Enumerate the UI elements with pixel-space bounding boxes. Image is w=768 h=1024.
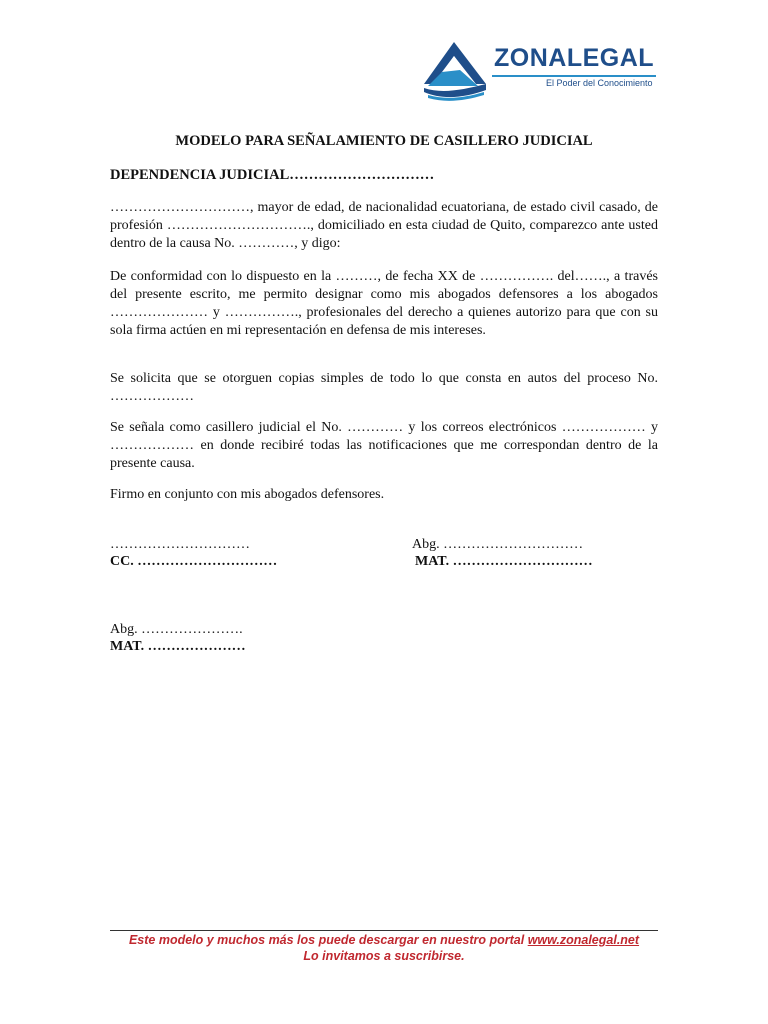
document-title: MODELO PARA SEÑALAMIENTO DE CASILLERO JUDICIAL <box>175 133 593 149</box>
brand-name: ZONALEGAL <box>494 44 655 72</box>
paragraph-copias: Se solicita que se otorguen copias simples de todo lo que consta en autos del proceso No. ……………… <box>110 371 658 404</box>
paragraph-comparecencia: …………………………, mayor de edad, de nacionalidad ecuatoriana, de estado civil casado, de profesión …………………………., domiciliado en esta ciudad de Quito, comparezco ante usted dentro de la causa No. …………, y digo: <box>110 200 658 251</box>
footer-divider <box>110 930 658 931</box>
lawyer1-name: Abg. ………………………… <box>412 537 584 552</box>
paragraph-designacion: De conformidad con lo dispuesto en la ………, de fecha XX de ……………. del……., a través del presente escrito, me permito designar como mis abogados defensores a los abogados ………………… y ……………., profesionales del derecho a quienes autorizo para que con su sola firma actúen en mi representación en defensa de mis intereses. <box>110 269 658 338</box>
lawyer2-name: Abg. …………………. <box>110 622 243 637</box>
client-signature-line: ………………………… <box>110 537 250 552</box>
brand-divider <box>492 75 656 77</box>
zonalegal-triangle-icon <box>420 40 490 102</box>
footer-line-1 <box>110 933 658 947</box>
brand-tagline: El Poder del Conocimiento <box>546 78 653 88</box>
paragraph-casillero: Se señala como casillero judicial el No. ………… y los correos electrónicos ……………… y ……………… en donde recibiré todas las notificaciones que me correspondan dentro de la presente causa. <box>110 420 658 471</box>
dependencia-judicial: DEPENDENCIA JUDICIAL………………………… <box>110 167 435 183</box>
footer-portal-link[interactable]: www.zonalegal.net <box>527 933 640 947</box>
zonalegal-logo <box>420 40 660 102</box>
paragraph-firma: Firmo en conjunto con mis abogados defensores. <box>110 487 385 502</box>
lawyer2-matricula: MAT. ………………… <box>110 639 246 654</box>
lawyer1-matricula: MAT. ………………………… <box>415 554 593 569</box>
footer-line-2: Lo invitamos a suscribirse. <box>303 949 465 963</box>
footer-text: Este modelo y muchos más los puede descargar en nuestro portal <box>128 933 528 947</box>
client-id: CC. ………………………… <box>110 554 278 569</box>
